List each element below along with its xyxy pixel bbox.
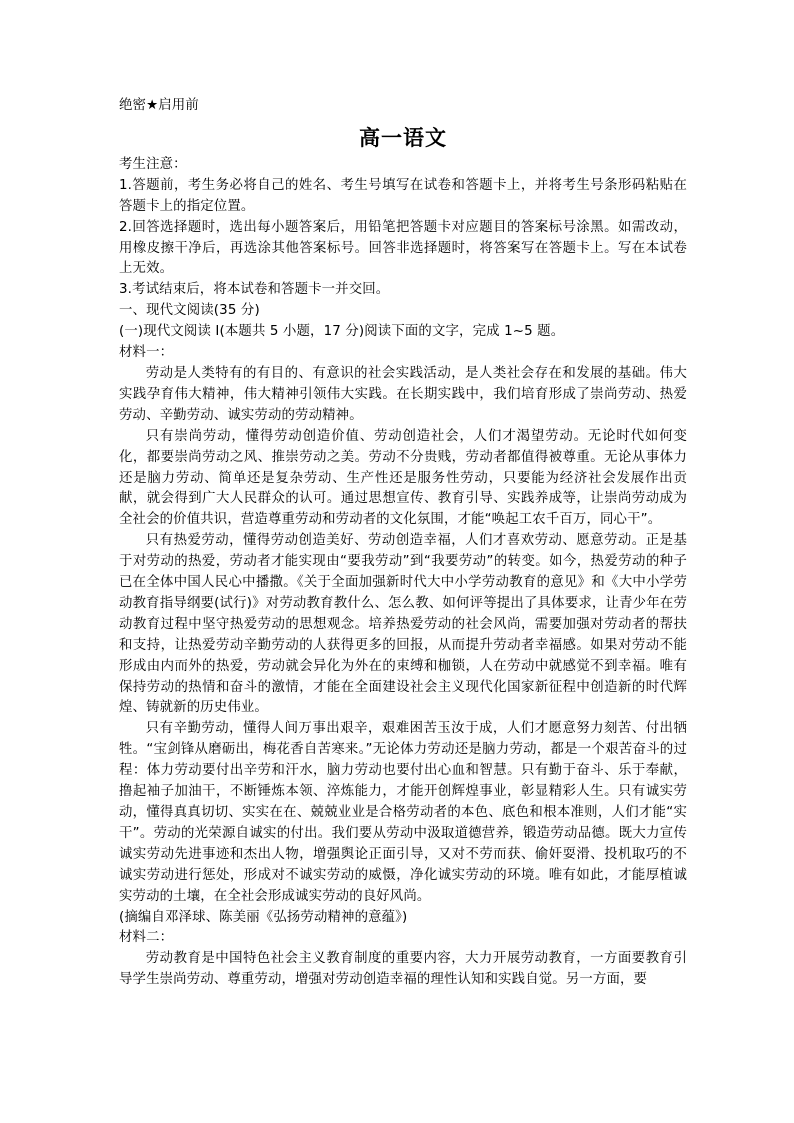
source-citation: (摘编自邓泽球、陈美丽《弘扬劳动精神的意蕴》) [119, 909, 408, 925]
material1-paragraph: 只有崇尚劳动，懂得劳动创造价值、劳动创造社会，人们才渴望劳动。无论时代如何变化，都要崇尚劳动之风、推崇劳动之美。劳动不分贵贱，劳动者都值得被尊重。无论从事体力还是脑力劳动、简单还是复杂劳动、生产性还是服务性劳动，只要能为经济社会发展作出贡献，就会得到广大人民群众的认可。通过思想宣传、教育引导、实践养成等，让崇尚劳动成为全社会的价值共识，营造尊重劳动和劳动者的文化氛围，才能“唤起工农千百万，同心干”。 [119, 428, 687, 528]
notice-item-2: 2.回答选择题时，选出每小题答案后，用铅笔把答题卡对应题目的答案标号涂黑。如需改动，用橡皮擦干净后，再选涂其他答案标号。回答非选择题时，将答案写在答题卡上。写在本试卷上无效。 [119, 219, 687, 277]
part-heading: 一、现代文阅读(35 分) [119, 303, 260, 319]
material-label: 材料一： [119, 345, 174, 361]
page-title: 高一语文 [359, 124, 447, 150]
notice-item-3: 3.考试结束后，将本试卷和答题卡一并交回。 [119, 282, 390, 298]
material1-paragraph: 只有热爱劳动，懂得劳动创造美好、劳动创造幸福，人们才喜欢劳动、愿意劳动。正是基于对劳动的热爱，劳动者才能实现由“要我劳动”到“我要劳动”的转变。如今，热爱劳动的种子已在全体中国人民心中播撒。《关于全面加强新时代大中小学劳动教育的意见》和《大中小学劳动教育指导纲要(试行)》对劳动教育教什么、怎么教、如何评等提出了具体要求，让青少年在劳动教育过程中坚守热爱劳动的思想观念。培养热爱劳动的社会风尚，需要加强对劳动者的帮扶和支持，让热爱劳动辛勤劳动的人获得更多的回报，从而提升劳动者幸福感。如果对劳动不能形成由内而外的热爱，劳动就会异化为外在的束缚和枷锁，人在劳动中就感觉不到幸福。唯有保持劳动的热情和奋斗的激情，才能在全面建设社会主义现代化国家新征程中创造新的时代辉煌、铸就新的历史伟业。 [119, 533, 687, 716]
material1-paragraph: 劳动是人类特有的有目的、有意识的社会实践活动，是人类社会存在和发展的基础。伟大实践孕育伟大精神，伟大精神引领伟大实践。在长期实践中，我们培育形成了崇尚劳动、热爱劳动、辛勤劳动、诚实劳动的劳动精神。 [119, 365, 687, 423]
exam-page [119, 96, 687, 991]
notice-item-1: 1.答题前，考生务必将自己的姓名、考生号填写在试卷和答题卡上，并将考生号条形码粘贴在答题卡上的指定位置。 [119, 177, 687, 214]
material2-paragraph: 劳动教育是中国特色社会主义教育制度的重要内容，大力开展劳动教育，一方面要教育引导学生崇尚劳动、尊重劳动，增强对劳动创造幸福的理性认知和实践自觉。另一方面，要 [119, 951, 687, 988]
material1-paragraph: 只有辛勤劳动，懂得人间万事出艰辛，艰难困苦玉汝于成，人们才愿意努力刻苦、付出牺牲。“宝剑锋从磨砺出，梅花香自苦寒来。”无论体力劳动还是脑力劳动，都是一个艰苦奋斗的过程：体力劳动要付出辛劳和汗水，脑力劳动也要付出心血和智慧。只有勤于奋斗、乐于奉献，撸起袖子加油干，不断锤炼本领、淬炼能力，才能开创辉煌事业，彰显精彩人生。只有诚实劳动，懂得真真切切、实实在在、兢兢业业是合格劳动者的本色、底色和根本准则，人们才能“实干”。劳动的光荣源自诚实的付出。我们要从劳动中汲取道德营养，锻造劳动品德。既大力宣传诚实劳动先进事迹和杰出人物，增强舆论正面引导，又对不劳而获、偷奸耍滑、投机取巧的不诚实劳动进行惩处，形成对不诚实劳动的威慑，净化诚实劳动的环境。唯有如此，才能厚植诚实劳动的土壤，在全社会形成诚实劳动的良好风尚。 [119, 721, 687, 904]
notice-heading: 考生注意： [119, 156, 187, 172]
confidential-mark: 绝密★启用前 [119, 98, 199, 113]
subsection-heading: (一)现代文阅读 I(本题共 5 小题，17 分)阅读下面的文字，完成 1~5 题。 [119, 324, 565, 340]
material-label: 材料二： [119, 930, 174, 946]
